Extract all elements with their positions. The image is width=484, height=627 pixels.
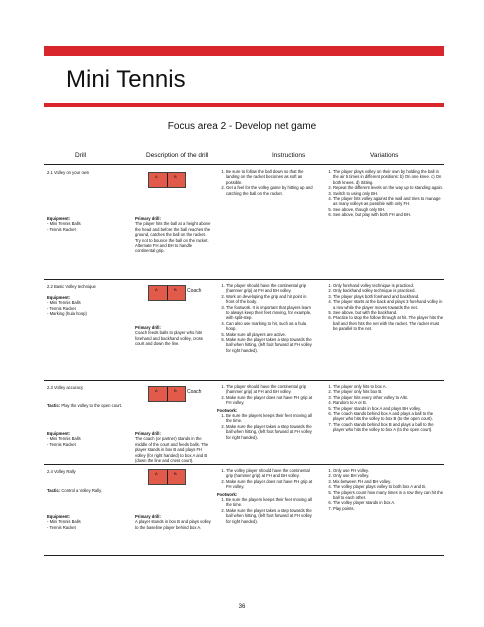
court-diagram bbox=[148, 386, 186, 402]
instruction-item: 4. Can also use marking to hit, such as a hula hoop. bbox=[226, 321, 314, 332]
equipment-block bbox=[47, 295, 87, 317]
footwork-item: 1. Be sure the players keeps their feet moving all the time. bbox=[226, 413, 314, 424]
tactic-block bbox=[47, 403, 127, 408]
box-label-b: B bbox=[174, 174, 177, 179]
court-diagram bbox=[148, 172, 186, 188]
equipment-item: - Tennis Racket bbox=[53, 442, 81, 447]
title-banner-bottom bbox=[44, 103, 444, 107]
net bbox=[167, 387, 168, 401]
net bbox=[167, 470, 168, 484]
tactic-text: Control a Volley Rally. bbox=[61, 488, 103, 493]
equipment-item: - Tennis Racket bbox=[53, 525, 81, 530]
coach-label: Coach bbox=[187, 288, 202, 294]
primary-label: Primary drill: bbox=[135, 216, 161, 221]
variation-item: 2. Repeat the different levels on the way up to standing again. bbox=[333, 185, 444, 190]
instructions bbox=[217, 169, 314, 196]
drill-name: 2.4 Volley Rally bbox=[47, 469, 76, 474]
primary-text: Coach feeds balls to player who hits forehand and backhand volley, cross court and down the line. bbox=[135, 330, 203, 347]
equipment-item: - Mini Tennis Balls bbox=[53, 436, 81, 441]
box-label-b: B bbox=[174, 388, 177, 393]
variation-item: 1. The player plays volley on their own by holding the ball in the air 5 times in different positions: b) On one knee. c) On both knees. d) Sitting. bbox=[333, 169, 444, 185]
equipment-block bbox=[47, 514, 81, 530]
footwork-item: 2. Make sure the player takes a step towards the ball when hitting, (left foot forward at FH volley for right handed). bbox=[226, 508, 314, 524]
primary-label: Primary drill: bbox=[135, 325, 161, 330]
divider bbox=[44, 464, 444, 465]
instructions bbox=[217, 283, 314, 353]
primary-text: The coach (or partner) stands in the middle of the court and feeds balls. The player stands in box B and plays FH volley (for right handed) to box A and B (down the line and cross court). bbox=[135, 436, 209, 464]
footwork-item: 1. Be sure the players keeps their feet moving all the time. bbox=[226, 497, 314, 508]
header-drill: Drill bbox=[75, 152, 87, 159]
variation-item: 3. Mix between FH and BH volley. bbox=[333, 479, 444, 484]
primary-text: The player hits the ball at a height above the head and before the ball reaches the ground, catches the ball on the racket. Try not to bounce the ball on the racket. Alternate FH and BH to handle continental grip. bbox=[135, 221, 211, 254]
primary-drill bbox=[135, 514, 211, 530]
equipment-item: - Mini Tennis Balls bbox=[53, 300, 87, 305]
tactic-label: Tactic: bbox=[47, 488, 61, 493]
instruction-item: 1. The volley player should have the continental grip (hammer grip) at FH and BH volley. bbox=[226, 468, 314, 479]
primary-text: A player stands in box B and plays volley to the baseline player behind box A. bbox=[135, 519, 211, 530]
box-label-b: B bbox=[174, 471, 177, 476]
instruction-item: 2. Work on developing the grip and hit point in front of the body. bbox=[226, 294, 314, 305]
variation-item: 7. Play points. bbox=[333, 506, 444, 511]
divider bbox=[44, 279, 444, 280]
footwork-label: Footwork: bbox=[217, 407, 238, 413]
page-subtitle: Focus area 2 - Develop net game bbox=[167, 121, 317, 132]
page-title: Mini Tennis bbox=[66, 66, 186, 93]
drill-name: 2.3 Volley accuracy bbox=[47, 385, 84, 390]
header-instructions: Instructions bbox=[272, 152, 306, 159]
drill-name: 2.2 Basic Volley technique bbox=[47, 284, 96, 289]
variation-item: 4. Random to A or B. bbox=[333, 400, 444, 405]
variation-item: 4. The player hits volley against the wall and tries to manage as many volleys as possible with only FH. bbox=[333, 196, 444, 207]
variations bbox=[324, 384, 444, 433]
instruction-item: 1. The player should have the continental grip (hammer grip) at FH and BH volley. bbox=[226, 283, 314, 294]
primary-label: Primary drill: bbox=[135, 514, 161, 519]
variation-item: 4. The volley player plays volley to both box A and B. bbox=[333, 484, 444, 489]
court-diagram bbox=[148, 285, 186, 301]
primary-drill bbox=[135, 431, 211, 463]
instructions bbox=[217, 384, 314, 440]
drill-row-2 bbox=[44, 281, 444, 379]
net bbox=[167, 173, 168, 187]
instruction-item: 6. Make sure the player takes a step towards the ball when hitting, (left foot forward at FH volley for right handed). bbox=[226, 337, 314, 353]
instruction-item: 5. Make sure all players are active. bbox=[226, 332, 314, 337]
instruction-item: 1. Be sure to follow the ball down so that the landing on the racket becomes as soft as possible. bbox=[226, 169, 314, 185]
variation-item: 5. See above, though only BH. bbox=[333, 207, 444, 212]
equipment-block bbox=[47, 216, 81, 232]
instruction-item: 2. Get a feel for the volley game by hitting up and catching the ball on the racket. bbox=[226, 185, 314, 196]
variation-item: 2. Only backhand volley technique is practiced. bbox=[333, 288, 444, 293]
footwork-label: Footwork: bbox=[217, 491, 238, 497]
court-diagram bbox=[148, 469, 186, 485]
instruction-item: 2. Make sure the player does not have FH grip at FH volley. bbox=[226, 479, 314, 490]
coach-label: Coach bbox=[187, 389, 202, 395]
divider bbox=[44, 380, 444, 381]
box-label-a: A bbox=[155, 174, 158, 179]
primary-drill bbox=[135, 216, 211, 254]
drill-row-1 bbox=[44, 167, 444, 277]
box-label-a: A bbox=[155, 471, 158, 476]
equipment-label: Equipment: bbox=[47, 431, 71, 436]
equipment-label: Equipment: bbox=[47, 514, 71, 519]
variation-item: 2. Only use BH volley. bbox=[333, 473, 444, 478]
drill-row-3 bbox=[44, 382, 444, 464]
net bbox=[167, 286, 168, 300]
header-description: Description of the drill bbox=[146, 152, 209, 159]
divider bbox=[44, 164, 444, 165]
drill-row-4 bbox=[44, 466, 444, 554]
variation-item: 5. The player stands in box A and plays BH volley. bbox=[333, 406, 444, 411]
variations bbox=[324, 283, 444, 332]
variations bbox=[324, 468, 444, 511]
header-variations: Variations bbox=[370, 152, 399, 159]
instruction-item: 2. Make sure the player does not have FH grip at FH volley. bbox=[226, 395, 314, 406]
variation-item: 1. Only use FH volley. bbox=[333, 468, 444, 473]
divider bbox=[44, 555, 444, 556]
variation-item: 5. See above, but with the backhand. bbox=[333, 310, 444, 315]
variation-item: 3. The player hits every other volley to A/B. bbox=[333, 395, 444, 400]
primary-label: Primary drill: bbox=[135, 431, 161, 436]
variations bbox=[324, 169, 444, 218]
instruction-item: 1. The player should have the continental grip (hammer grip) at FH and BH volley. bbox=[226, 384, 314, 395]
drill-name: 2.1 Volley on your own bbox=[47, 170, 90, 175]
equipment-item: - Tennis Racket bbox=[53, 306, 87, 311]
variation-item: 3. Switch to using only BH. bbox=[333, 191, 444, 196]
variation-item: 7. The coach stands behind box B and plays a ball to the player who hits the volley to box A (to the open court). bbox=[333, 422, 444, 433]
equipment-label: Equipment: bbox=[47, 216, 71, 221]
title-banner-top bbox=[44, 46, 444, 56]
tactic-label: Tactic: bbox=[47, 403, 61, 408]
equipment-item: - Tennis Racket bbox=[53, 227, 81, 232]
tactic-block bbox=[47, 488, 127, 493]
box-label-a: A bbox=[155, 388, 158, 393]
instruction-item: 3. The footwork. It is important that players learn to always keep their feet moving, for example, with split-step. bbox=[226, 305, 314, 321]
variation-item: 2. The player only hits box B. bbox=[333, 389, 444, 394]
primary-drill bbox=[135, 325, 211, 347]
instructions bbox=[217, 468, 314, 524]
tactic-text: Play the volley to the open court. bbox=[61, 403, 123, 408]
page-number: 36 bbox=[238, 604, 246, 610]
equipment-item: - Marking (hula hoop) bbox=[53, 311, 87, 316]
equipment-item: - Mini Tennis Balls bbox=[53, 221, 81, 226]
variation-item: 6. The coach stands behind box A and plays a ball to the player who hits the volley to box B (to the open court). bbox=[333, 411, 444, 422]
variation-item: 1. The player only hits to box A. bbox=[333, 384, 444, 389]
variation-item: 5. The players count how many times in a row they can hit the ball to each other. bbox=[333, 490, 444, 501]
equipment-block bbox=[47, 431, 81, 447]
variation-item: 4. The player starts at the back and plays 3 forehand volley in a row while the player moves towards the net. bbox=[333, 299, 444, 310]
equipment-label: Equipment: bbox=[47, 295, 71, 300]
footwork-item: 2. Make sure the player takes a step towards the ball when hitting, (left foot forward at FH volley for right handed). bbox=[226, 424, 314, 440]
variation-item: 6. The volley player stands in box A. bbox=[333, 500, 444, 505]
variation-item: 3. The player plays both forehand and backhand. bbox=[333, 294, 444, 299]
variation-item: 1. Only forehand volley technique is practiced. bbox=[333, 283, 444, 288]
box-label-b: B bbox=[174, 287, 177, 292]
variation-item: 6. Practice to stop the follow through at hit. The player hits the ball and then hits the net with the racket. The racket must be parallel to the net. bbox=[333, 315, 444, 331]
box-label-a: A bbox=[155, 287, 158, 292]
variation-item: 6. See above, but play with both FH and BH. bbox=[333, 212, 444, 217]
equipment-item: - Mini Tennis Balls bbox=[53, 519, 81, 524]
